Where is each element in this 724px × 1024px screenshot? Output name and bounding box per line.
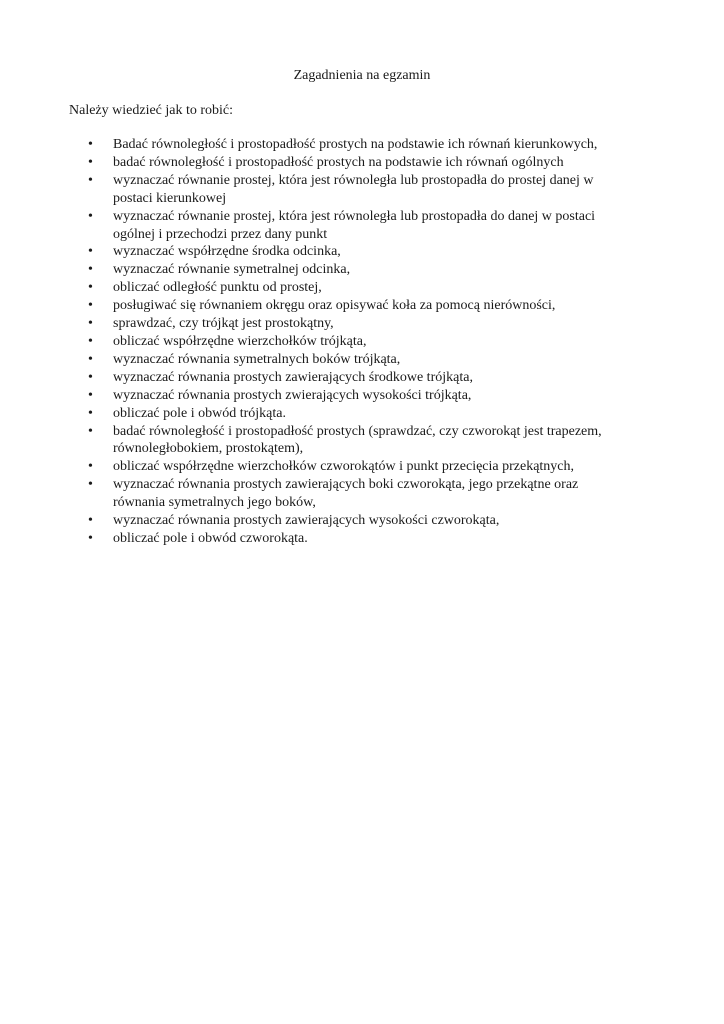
list-item-text: wyznaczać równanie symetralnej odcinka,	[113, 262, 351, 278]
list-item-text: wyznaczać równania symetralnych boków trójkąta,	[113, 351, 401, 367]
list-item	[0, 423, 628, 459]
list-item	[0, 530, 628, 548]
list-item-text: wyznaczać równania prostych zwierających wysokości trójkąta,	[113, 387, 472, 403]
list-item-text: wyznaczać równania prostych zawierających wysokości czworokąta,	[113, 513, 500, 529]
list-item	[0, 315, 628, 333]
list-item	[0, 351, 628, 369]
list-item	[0, 387, 628, 405]
list-item-text: wyznaczać równania prostych zawierających środkowe trójkąta,	[113, 369, 473, 385]
bullet-icon: •	[88, 423, 93, 439]
bullet-icon: •	[88, 405, 93, 421]
bullet-icon: •	[88, 351, 93, 367]
bullet-icon: •	[88, 262, 93, 278]
list-item	[0, 297, 628, 315]
list-item-text: Badać równoległość i prostopadłość prostych na podstawie ich równań kierunkowych,	[113, 137, 598, 152]
bullet-icon: •	[88, 244, 93, 260]
list-item-text: wyznaczać równania prostych zawierających boki czworokąta, jego przekątne oraz równania symetralnych jego boków,	[113, 477, 579, 511]
list-item	[0, 243, 628, 261]
list-item	[0, 208, 628, 244]
bullet-icon: •	[88, 316, 93, 332]
bullet-icon: •	[88, 459, 93, 475]
list-item	[0, 458, 628, 476]
bullet-icon: •	[88, 172, 93, 188]
bullet-icon: •	[88, 298, 93, 314]
document-title: Zagadnienia na egzamin	[293, 68, 431, 83]
bullet-icon: •	[88, 137, 93, 152]
list-item-text: obliczać pole i obwód trójkąta.	[113, 405, 286, 421]
list-item	[0, 172, 628, 208]
list-item-text: wyznaczać współrzędne środka odcinka,	[113, 244, 341, 260]
bullet-icon: •	[88, 208, 93, 224]
list-item	[0, 136, 628, 154]
list-item-text: wyznaczać równanie prostej, która jest równoległa lub prostopadła do prostej danej w postaci kierunkowej	[113, 172, 594, 206]
list-item	[0, 405, 628, 423]
list-item-text: sprawdzać, czy trójkąt jest prostokątny,	[113, 316, 334, 332]
intro-text: Należy wiedzieć jak to robić:	[69, 103, 234, 118]
list-item	[0, 279, 628, 297]
bullet-icon: •	[88, 387, 93, 403]
list-item-text: badać równoległość i prostopadłość prostych (sprawdzać, czy czworokąt jest trapezem, równoległobokiem, prostokątem),	[113, 423, 602, 457]
list-item-text: obliczać pole i obwód czworokąta.	[113, 530, 308, 546]
bullet-icon: •	[88, 154, 93, 170]
list-item-text: obliczać współrzędne wierzchołków czworokątów i punkt przecięcia przekątnych,	[113, 459, 575, 475]
list-item-text: badać równoległość i prostopadłość prostych na podstawie ich równań ogólnych	[113, 154, 564, 170]
list-item	[0, 369, 628, 387]
bullet-icon: •	[88, 477, 93, 493]
list-item-text: posługiwać się równaniem okręgu oraz opisywać koła za pomocą nierówności,	[113, 298, 556, 314]
list-item-text: obliczać odległość punktu od prostej,	[113, 280, 322, 296]
bullet-icon: •	[88, 333, 93, 349]
list-item	[0, 154, 628, 172]
bullet-icon: •	[88, 369, 93, 385]
list-item	[0, 476, 628, 512]
bullet-icon: •	[88, 530, 93, 546]
list-item-text: obliczać współrzędne wierzchołków trójkąta,	[113, 333, 367, 349]
list-item	[0, 261, 628, 279]
list-item-text: wyznaczać równanie prostej, która jest równoległa lub prostopadła do danej w postaci ogólnej i przechodzi przez dany punkt	[113, 208, 596, 242]
topics-list	[0, 136, 724, 548]
bullet-icon: •	[88, 513, 93, 529]
list-item	[0, 512, 628, 530]
list-item	[0, 333, 628, 351]
bullet-icon: •	[88, 280, 93, 296]
